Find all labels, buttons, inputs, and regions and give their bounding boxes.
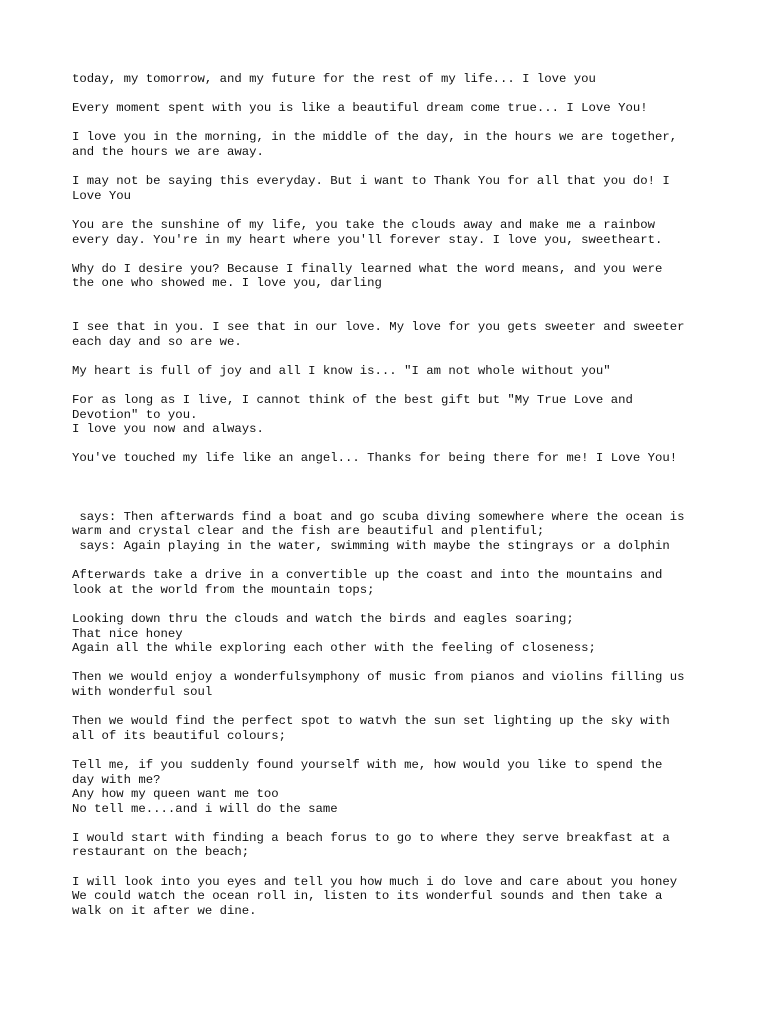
- paragraph: [72, 320, 712, 349]
- text-line: says: Again playing in the water, swimming with maybe the stingrays or a dolphin: [72, 539, 670, 553]
- paragraph: [72, 451, 712, 466]
- text-line: I see that in you. I see that in our love. My love for you gets sweeter and sweeter: [72, 320, 685, 335]
- text-line: each day and so are we.: [72, 334, 242, 349]
- paragraph: [72, 714, 712, 743]
- text-line: says: Then afterwards find a boat and go scuba diving somewhere where the ocean is: [72, 509, 685, 524]
- text-line: Every moment spent with you is like a beautiful dream come true... I Love You!: [72, 101, 648, 116]
- text-line: with wonderful soul: [72, 684, 213, 699]
- text-line: I may not be saying this everyday. But i want to Thank You for all that you do! I: [72, 174, 670, 189]
- text-line: My heart is full of joy and all I know is... "I am not whole without you": [72, 363, 611, 378]
- text-line: Then we would find the perfect spot to watvh the sun set lighting up the sky with: [72, 714, 670, 729]
- text-line: Devotion" to you.: [72, 407, 198, 422]
- paragraph: [72, 218, 712, 247]
- paragraph: [72, 101, 712, 116]
- text-line: We could watch the ocean roll in, listen to its wonderful sounds and then take a: [72, 889, 663, 904]
- text-line: I will look into you eyes and tell you how much i do love and care about you honey: [72, 874, 678, 889]
- text-line: That nice honey: [72, 626, 183, 641]
- text-line: For as long as I live, I cannot think of the best gift but "My True Love and: [72, 393, 633, 408]
- paragraph: [72, 510, 712, 554]
- paragraph: [72, 612, 712, 656]
- text-line: every day. You're in my heart where you'll forever stay. I love you, sweetheart.: [72, 232, 663, 247]
- text-line: walk on it after we dine.: [72, 903, 257, 918]
- paragraph: [72, 393, 712, 437]
- text-line: Why do I desire you? Because I finally learned what the word means, and you were: [72, 261, 663, 276]
- text-line: warm and crystal clear and the fish are beautiful and plentiful;: [72, 524, 545, 539]
- text-line: I love you in the morning, in the middle of the day, in the hours we are together,: [72, 130, 678, 145]
- text-line: You've touched my life like an angel... Thanks for being there for me! I Love You!: [72, 451, 678, 466]
- paragraph: [72, 875, 712, 919]
- paragraph: [72, 670, 712, 699]
- text-line: No tell me....and i will do the same: [72, 801, 338, 816]
- blank-space: [72, 481, 712, 510]
- blank-space: [72, 306, 712, 321]
- paragraph: [72, 174, 712, 203]
- text-line: look at the world from the mountain tops;: [72, 582, 375, 597]
- text-line: Afterwards take a drive in a convertible up the coast and into the mountains and: [72, 568, 663, 583]
- text-line: Then we would enjoy a wonderfulsymphony of music from pianos and violins filling us: [72, 670, 685, 685]
- text-line: I would start with finding a beach forus to go to where they serve breakfast at a: [72, 830, 670, 845]
- text-line: Tell me, if you suddenly found yourself with me, how would you like to spend the: [72, 757, 663, 772]
- paragraph: [72, 568, 712, 597]
- text-line: Any how my queen want me too: [72, 787, 279, 802]
- text-line: Again all the while exploring each other with the feeling of closeness;: [72, 641, 596, 656]
- paragraph: [72, 130, 712, 159]
- paragraph: [72, 72, 712, 87]
- text-line: and the hours we are away.: [72, 144, 264, 159]
- paragraph: [72, 831, 712, 860]
- text-line: restaurant on the beach;: [72, 845, 250, 860]
- text-line: I love you now and always.: [72, 422, 264, 437]
- text-line: Love You: [72, 188, 132, 203]
- text-line: day with me?: [72, 772, 161, 787]
- text-line: Looking down thru the clouds and watch the birds and eagles soaring;: [72, 611, 574, 626]
- text-line: You are the sunshine of my life, you take the clouds away and make me a rainbow: [72, 217, 655, 232]
- text-line: all of its beautiful colours;: [72, 728, 287, 743]
- paragraph: [72, 364, 712, 379]
- document-page: [72, 72, 712, 933]
- paragraph: [72, 758, 712, 816]
- text-line: the one who showed me. I love you, darling: [72, 276, 382, 291]
- text-line: today, my tomorrow, and my future for the rest of my life... I love you: [72, 72, 596, 86]
- paragraph: [72, 262, 712, 291]
